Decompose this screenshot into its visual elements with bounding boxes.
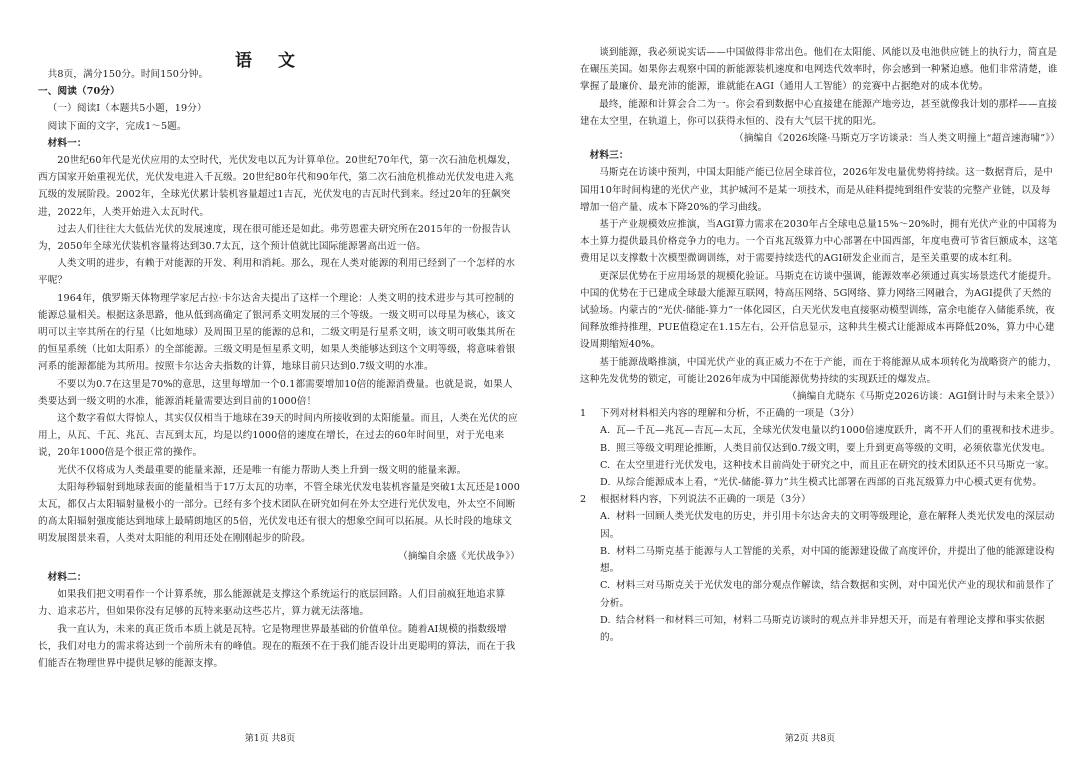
page-1-content bbox=[38, 44, 520, 672]
question-1 bbox=[580, 405, 1060, 422]
option-text: 材料三对马斯克关于光伏发电的部分观点作解读，结合数据和实例，对中国光伏产业的现状和前景作了分析。 bbox=[600, 580, 1055, 609]
option-text: 结合材料一和材料三可知，材料二马斯克访谈时的观点并非异想天开，而是有着理论支撑和事实依据的。 bbox=[600, 614, 1045, 643]
exam-intro: 共8页，满分150分。时间150分钟。 bbox=[47, 69, 209, 80]
answer-option bbox=[580, 422, 1060, 439]
option-label: A. bbox=[600, 425, 611, 437]
option-text: 从综合能源成本上看，“光伏-储能-算力”共生模式比部署在西部的百兆瓦级算力中心模式更有优势。 bbox=[616, 477, 1043, 489]
paragraph: 更深层优势在于应用场景的规模化验证。马斯克在访谈中强调，能源效率必须通过真实场景迭代才能提升。中国的优势在于已建成全球最大能源互联网，特高压网络、5G网络、算力网络三网融合，为AGI提供了天然的试验场。内蒙古的“光伏-储能-算力”一体化园区，白天光伏发电直接驱动模型训练，富余电能存入储能系统，夜间释放维持推理，PUE值稳定在1.15左右，公开信息显示，这种共生模式让能源成本再降低20%，算力中心建设周期缩短40%。 bbox=[580, 270, 1058, 351]
paragraph: 基于产业规模效应推演，当AGI算力需求在2030年占全球电总量15%～20%时，拥有光伏产业的中国将为本土算力提供最具价格竞争力的电力。一个百兆瓦级算力中心部署在中国西部，年度电费可节省巨额成本，这笔费用足以支撑数十次模型微调训练，对于需要持续迭代的AGI研发企业而言，是至关重要的成本红利。 bbox=[580, 219, 1058, 265]
question-stem: 下列对材料相关内容的理解和分析，不正确的一项是（3分） bbox=[600, 408, 860, 420]
material-2-label: 材料二： bbox=[47, 571, 87, 583]
option-label: D. bbox=[600, 477, 611, 489]
answer-option bbox=[580, 457, 1060, 474]
paragraph: 基于能源战略推演，中国光伏产业的真正威力不在于产能，而在于将能源从成本项转化为战略资产的能力，这种先发优势的锁定，可能让2026年成为中国能源优势持续的实现跃迁的爆发点。 bbox=[580, 356, 1058, 385]
material-2-body-part2 bbox=[580, 44, 1060, 130]
question-stem: 根据材料内容，下列说法不正确的一项是（3分） bbox=[600, 494, 811, 506]
material-3-label: 材料三： bbox=[589, 150, 629, 162]
material-3-source: （摘编自尤晓东《马斯克2026访谈：AGI倒计时与未来全景》） bbox=[787, 391, 1060, 403]
page-title: 语 文 bbox=[235, 51, 305, 71]
paragraph: 最终，能源和计算会合二为一。你会看到数据中心直接建在能源产地旁边，甚至就像我计划的那样——直接建在太空里，在轨道上，你可以获得永恒的、没有大气层干扰的阳光。 bbox=[580, 98, 1058, 127]
answer-option bbox=[580, 474, 1060, 491]
page-1-footer: 第1页 共8页 bbox=[244, 734, 296, 744]
paragraph: 不要以为0.7在这里是70%的意思，这里每增加一个0.1都需要增加10倍的能源消费量。也就是说，如果人类要达到一级文明的水准，能源消耗量需要达到目前的1000倍！ bbox=[38, 378, 513, 407]
material-1-label: 材料一： bbox=[47, 137, 87, 149]
reading-instruction: 阅读下面的文字，完成1～5题。 bbox=[47, 120, 187, 132]
option-text: 瓦—千瓦—兆瓦—吉瓦—太瓦，全球光伏发电量以约1000倍速度跃升，离不开人们的重视和技术进步。 bbox=[616, 425, 1060, 437]
answer-option bbox=[580, 577, 1060, 611]
paragraph: 20世纪60年代是光伏应用的太空时代，光伏发电以瓦为计算单位。20世纪70年代，第一次石油危机爆发，西方国家开始重视光伏，光伏发电进入千瓦级。20世纪80年代和90年代，第二次石油危机推动光伏发电进入兆瓦级的发展阶段。2002年，全球光伏累计装机容量超过1吉瓦，光伏发电的吉瓦时代到来。经过20年的狂飙突进，2022年，人类开始进入太瓦时代。 bbox=[38, 155, 517, 218]
option-label: B. bbox=[600, 442, 611, 454]
subsection-heading: （一）阅读Ⅰ（本题共5小题，19分） bbox=[47, 103, 207, 115]
answer-option bbox=[580, 440, 1060, 457]
option-text: 在太空里进行光伏发电，这种技术目前尚处于研究之中，而且正在研究的技术团队还不只马斯克一家。 bbox=[616, 459, 1055, 471]
paragraph: 马斯克在访谈中预判，中国太阳能产能已位居全球首位，2026年发电量优势将持续。这一数据背后，是中国用10年时间构建的光伏产业，其护城河不是某一项技术，而是从硅料提纯到组件安装的完整产业链，以及每增加一倍产量、成本下降20%的学习曲线。 bbox=[580, 167, 1053, 213]
question-2-options bbox=[580, 508, 1060, 646]
option-label: B. bbox=[600, 545, 611, 557]
option-label: C. bbox=[600, 580, 611, 592]
paragraph: 我一直认为，未来的真正货币本质上就是瓦特。它是物理世界最基础的价值单位。随着AI规模的指数级增长，我们对电力的需求将达到一个前所未有的峰值。现在的瓶颈不在于我们能否设计出更聪明的算法，而在于我们能否在物理世界中提供足够的能源支撑。 bbox=[38, 623, 516, 669]
page-2-footer: 第2页 共8页 bbox=[784, 734, 836, 744]
answer-option bbox=[580, 612, 1060, 646]
paragraph: 如果我们把文明看作一个计算系统，那么能源就是支撑这个系统运行的底层回路。人们目前疯狂地追求算力、追求芯片，但如果你没有足够的瓦特来驱动这些芯片，算力就无法落地。 bbox=[38, 589, 506, 618]
material-1-source: （摘编自余盛《光伏战争》） bbox=[398, 550, 520, 562]
material-2-source: （摘编自《2026埃隆·马斯克万字访谈录：当人类文明撞上“超音速海啸”》） bbox=[734, 133, 1060, 145]
material-2-body-part1 bbox=[38, 586, 520, 672]
paragraph: 太阳每秒辐射到地球表面的能量相当于17万太瓦的功率，不管全球光伏发电装机容量是突破1太瓦还是1000太瓦，都仅占太阳辐射量极小的一部分。已经有多个技术团队在研究如何在外太空进行光伏发电，外太空不间断的高太阳辐射强度能达到地球上最晴朗地区的5倍，光伏发电还有很大的想象空间可以拓展。从长时段的地球文明发展图景来看，人类对太阳能的利用还处在刚刚起步的阶段。 bbox=[38, 481, 520, 545]
section-heading: 一、阅读（70分） bbox=[38, 86, 120, 98]
paragraph: 谈到能源，我必须说实话——中国做得非常出色。他们在太阳能、风能以及电池供应链上的执行力，简直是在碾压美国。如果你去观察中国的新能源装机速度和电网迭代效率时，你会感到一种紧迫感。他们非常清楚，谁掌握了最廉价、最充沛的能源，谁就能在AGI（通用人工智能）的竞赛中占据绝对的成本优势。 bbox=[580, 47, 1058, 93]
paragraph: 这个数字看似大得惊人，其实仅仅相当于地球在39天的时间内所接收到的太阳能量。而且，人类在光伏的应用上，从瓦、千瓦、兆瓦、吉瓦到太瓦，均是以约1000倍的速度在增长，在过去的60年时间里，对于光电来说，20年1000倍是个很正常的操作。 bbox=[38, 413, 518, 459]
material-3-body bbox=[580, 164, 1060, 388]
answer-option bbox=[580, 508, 1060, 542]
question-1-options bbox=[580, 422, 1060, 491]
option-text: 材料二马斯克基于能源与人工智能的关系，对中国的能源建设做了高度评价，并提出了他的能源建设构想。 bbox=[600, 545, 1055, 575]
paragraph: 人类文明的进步，有赖于对能源的开发、利用和消耗。那么，现在人类对能源的利用已经到了一个怎样的水平呢？ bbox=[38, 258, 516, 287]
material-1-body bbox=[38, 152, 520, 548]
option-text: 照三等级文明理论推断，人类目前仅达到0.7级文明，要上升到更高等级的文明，必须依靠光伏发电。 bbox=[616, 442, 1051, 454]
option-label: A. bbox=[600, 511, 611, 523]
paragraph: 1964年，俄罗斯天体物理学家尼古拉·卡尔达舍夫提出了这样一个理论：人类文明的技术进步与其可控制的能源总量相关。根据这条思路，他从低到高确定了银河系文明发展的三个等级。一级文明可以母星为核心，该文明可以主宰其所在的行星（比如地球）及周围卫星的能源的总和，二级文明是行星系文明，该文明可收集其所在的恒星系统（比如太阳系）的全部能源。三级文明是恒星系文明，如果人类能够达到这个文明等级，将意味着银河系的能源都能为其所用。按照卡尔达舍夫指数的计算，地球目前只达到0.7级文明的水准。 bbox=[38, 292, 516, 373]
option-label: C. bbox=[600, 459, 611, 471]
option-label: D. bbox=[600, 614, 611, 626]
page-2-content bbox=[580, 44, 1060, 646]
page-2 bbox=[540, 0, 1080, 764]
paragraph: 光伏不仅将成为人类最重要的能量来源，还是唯一有能力帮助人类上升到一级文明的能量来源。 bbox=[57, 464, 467, 476]
question-number: 2 bbox=[580, 494, 587, 506]
paragraph: 过去人们往往大大低估光伏的发展速度，现在很可能还是如此。弗劳恩霍夫研究所在2015年的一份报告认为，2050年全球光伏装机容量将达到30.7太瓦，这个预计值就比国际能源署高出近一倍。 bbox=[38, 223, 511, 253]
answer-option bbox=[580, 543, 1060, 577]
option-text: 材料一回顾人类光伏发电的历史，并引用卡尔达舍夫的文明等级理论，意在解释人类光伏发电的深层动因。 bbox=[600, 511, 1055, 540]
question-2 bbox=[580, 491, 1060, 508]
question-number: 1 bbox=[580, 408, 587, 420]
